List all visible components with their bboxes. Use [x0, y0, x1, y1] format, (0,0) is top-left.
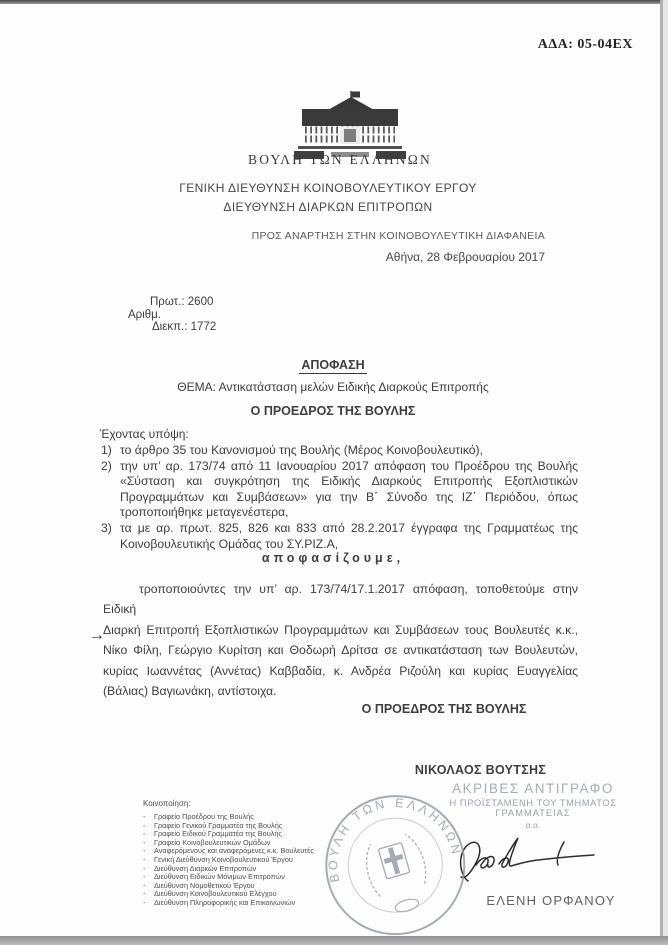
protocol-label: Αριθμ.: [128, 309, 161, 321]
decision-subject: ΘΕΜΑ: Αντικατάσταση μελών Ειδικής Διαρκούς Επιτροπής: [177, 380, 489, 394]
regard-item-2: [100, 459, 578, 521]
stamp-circular-text: ΒΟΥΛΗ ΤΩΝ ΕΛΛΗΝΩΝ: [326, 795, 464, 884]
signatory-name: ΝΙΚΟΛΑΟΣ ΒΟΥΤΣΗΣ: [414, 763, 547, 777]
regard-item-text: την υπ’ αρ. 173/74 από 11 Ιανουαρίου 2017 απόφαση του Προέδρου της Βουλής «Σύσταση και συγκρότηση της Ειδικής Διαρκούς Επιτροπής Εξοπλιστικών Προγραμμάτων και Συμβάσεων» για την Β΄ Σύνοδο της ΙΖ΄ Περιόδου, όπως τροποποιήθηκε μεταγενέστερα,: [120, 458, 578, 520]
true-copy-line: ΑΚΡΙΒΕΣ ΑΝΤΙΓΡΑΦΟ: [452, 781, 614, 796]
regard-item-number: 2): [101, 458, 112, 473]
transparency-posting-note: ΠΡΟΣ ΑΝΑΡΤΗΣΗ ΣΤΗΝ ΚΟΙΝΟΒΟΥΛΕΥΤΙΚΗ ΔΙΑΦΑΝΕΙΑ: [251, 230, 545, 242]
scan-edge-bottom: [0, 936, 668, 945]
decision-title: ΑΠΟΦΑΣΗ: [301, 358, 365, 372]
regard-item-number: 1): [101, 443, 112, 457]
parliament-title: ΒΟΥΛΗ ΤΩΝ ΕΛΛΗΝΩΝ: [248, 152, 432, 167]
place-and-date: Αθήνα, 28 Φεβρουαρίου 2017: [385, 250, 545, 264]
regard-item-text: το άρθρο 35 του Κανονισμού της Βουλής (Μέρος Κοινοβουλευτικό),: [120, 443, 483, 457]
certifier-name: ΕΛΕΝΗ ΟΡΦΑΝΟΥ: [486, 893, 616, 908]
signatory-heading: Ο ΠΡΟΕΔΡΟΣ ΤΗΣ ΒΟΥΛΗΣ: [361, 702, 527, 716]
regard-item-1: [100, 443, 578, 459]
distribution-label: Κοινοποίηση:: [143, 799, 191, 808]
certification-block: [438, 781, 628, 830]
issuer-heading: Ο ΠΡΟΕΔΡΟΣ ΤΗΣ ΒΟΥΛΗΣ: [250, 404, 416, 418]
regard-item-number: 3): [101, 520, 112, 535]
by-order-abbrev: α.α.: [525, 820, 541, 830]
protocol-number: Πρωτ.: 2600: [150, 296, 214, 308]
decision-body-paragraph: τροποποιούντες την υπ’ αρ. 173/74/17.1.2017 απόφαση, τοποθετούμε στην Ειδική Διαρκή Επιτροπή Εξοπλιστικών Προγραμμάτων και Συμβάσεων τους Βουλευτές κ.κ., Νίκο Φίλη, Γεώργιο Κυρίτση και Θοδωρή Δρίτσα σε αντικατάσταση των Βουλευτών, κυρίας Ιωαννέτας (Αννέτας) Καββαδία, κ. Ανδρέα Ριζούλη και κυρίας Ευαγγελίας (Βάλιας) Βαγιωνάκη, αντίστοιχα.: [103, 582, 578, 699]
scan-edge-right: [660, 0, 663, 945]
regards-list: [100, 443, 578, 552]
certifier-role-line1: Η ΠΡΟΪΣΤΑΜΕΝΗ ΤΟΥ ΤΜΗΜΑΤΟΣ: [449, 798, 617, 808]
distribution-list: - Γραφείο Προέδρου της Βουλής - Γραφείο Γενικού Γραμματέα της Βουλής - Γραφείο Ειδικού Γραμματέα της Βουλής - Γραφεία Κοινοβουλευτικών Ομάδων - Αναφερόμενους και αναφερόμενες κ.κ. Βουλευτές - Γενική Διεύθυνση Κοινοβουλευτικού Έργου - Διεύθυνση Διαρκών Επιτροπών - Διεύθυνση Ειδικών Μόνιμων Επιτροπών - Διεύθυνση Νομοθετικού Έργου - Διεύθυνση Κοινοβουλευτικού Ελέγχου - Διεύθυνση Πληροφορικής και Επικοινωνιών: [140, 813, 380, 908]
regard-item-3: [100, 521, 578, 552]
operative-word: αποφασίζουμε,: [261, 551, 405, 565]
regard-item-text: τα με αρ. πρωτ. 825, 826 και 833 από 28.2.2017 έγγραφα της Γραμματέως της Κοινοβουλευτικής Ομάδας του ΣΥ.ΡΙΖ.Α,: [120, 520, 578, 551]
scan-edge-right-light: [663, 0, 668, 945]
directorate-general-line: ΓΕΝΙΚΗ ΔΙΕΥΘΥΝΣΗ ΚΟΙΝΟΒΟΥΛΕΥΤΙΚΟΥ ΕΡΓΟΥ: [179, 181, 477, 195]
directorate-line: ΔΙΕΥΘΥΝΣΗ ΔΙΑΡΚΩΝ ΕΠΙΤΡΟΠΩΝ: [223, 200, 433, 214]
preamble-label: Έχοντας υπόψη:: [100, 427, 189, 441]
ada-reference: ΑΔΑ: 05-04ΕΧ: [537, 37, 633, 52]
handwritten-arrow-annotation: →: [88, 626, 106, 645]
scan-edge-top: [0, 0, 668, 4]
certifier-role-line2: ΓΡΑΜΜΑΤΕΙΑΣ: [495, 808, 571, 818]
dispatch-number: Διεκπ.: 1772: [152, 321, 217, 333]
